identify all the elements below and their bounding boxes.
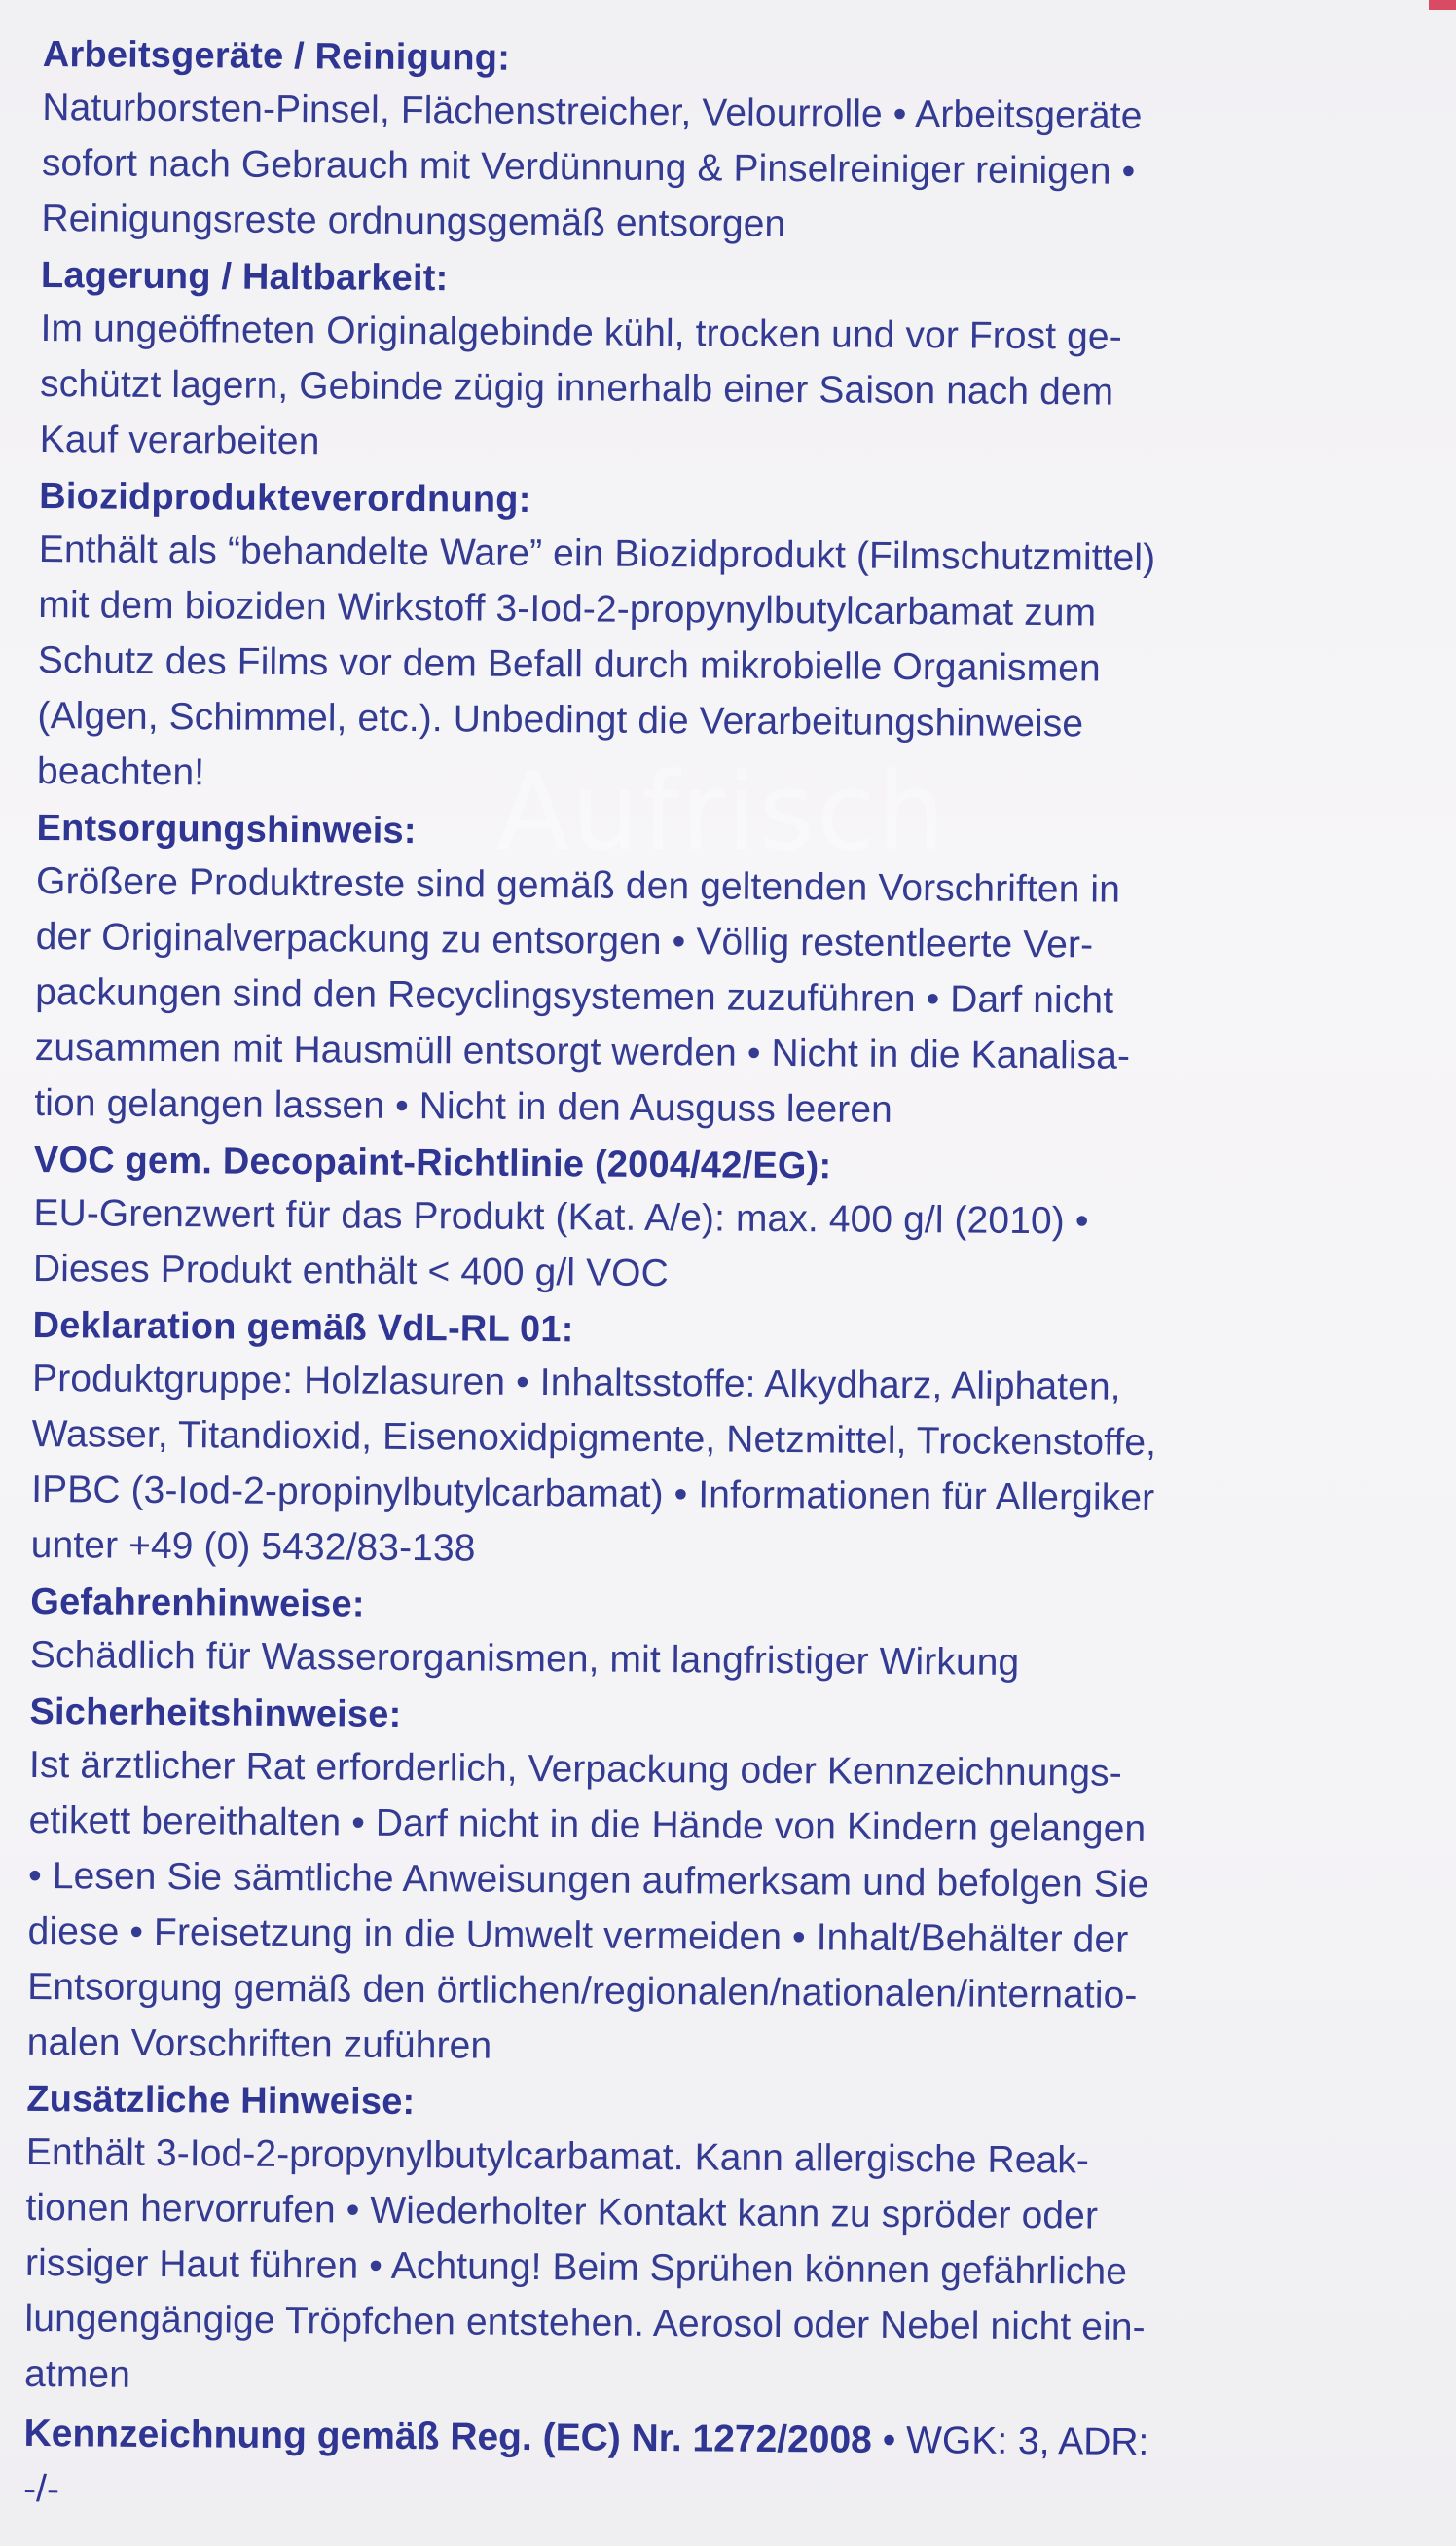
footer-rest-text: • WGK: 3, ADR: — [871, 2419, 1149, 2464]
footer-second-line: -/- — [22, 2467, 60, 2511]
body-line: sofort nach Gebrauch mit Verdünnung & Pinselreiniger reinigen • — [41, 141, 1136, 193]
body-line: diese • Freisetzung in die Umwelt vermeiden • Inhalt/Behälter der — [27, 1910, 1129, 1961]
section-heading: Biozidprodukteverordnung: — [39, 475, 531, 521]
faint-watermark: Aufrisch — [496, 749, 947, 874]
section-deklaration — [31, 1300, 1396, 1583]
body-line: packungen sind den Recyclingsystemen zuzuführen • Darf nicht — [35, 970, 1114, 1022]
body-line: Produktgruppe: Holzlasuren • Inhaltsstoffe: Alkydharz, Aliphaten, — [31, 1357, 1121, 1408]
body-line: IPBC (3-Iod-2-propinylbutylcarbamat) • Informationen für Allergiker — [31, 1468, 1155, 1520]
body-line: atmen — [23, 2352, 131, 2396]
section-lagerung — [39, 250, 1403, 478]
body-line: Ist ärztlicher Rat erforderlich, Verpackung oder Kennzeichnungs- — [28, 1743, 1122, 1795]
label-text-block — [23, 29, 1405, 2531]
section-heading: Deklaration gemäß VdL-RL 01: — [32, 1304, 574, 1351]
body-line: Enthält als “behandelte Ware” ein Biozidprodukt (Filmschutzmittel) — [38, 527, 1156, 579]
body-line: • Lesen Sie sämtliche Anweisungen aufmerksam und befolgen Sie — [27, 1854, 1149, 1906]
body-line: Entsorgung gemäß den örtlichen/regionalen/nationalen/internatio- — [27, 1965, 1138, 2017]
body-line: nalen Vorschriften zuführen — [26, 2020, 492, 2067]
body-line: Naturborsten-Pinsel, Flächenstreicher, Velourrolle • Arbeitsgeräte — [42, 86, 1143, 137]
section-biozid — [37, 471, 1402, 810]
body-line: Wasser, Titandioxid, Eisenoxidpigmente, Netzmittel, Trockenstoffe, — [31, 1412, 1157, 1465]
body-line: tion gelangen lassen • Nicht in den Ausguss leeren — [34, 1081, 893, 1131]
section-kennzeichnung — [23, 2406, 1387, 2528]
body-line: schützt lagern, Gebinde zügig innerhalb einer Saison nach dem — [39, 362, 1114, 414]
footer-bold-text: Kennzeichnung gemäß Reg. (EC) Nr. 1272/2008 — [23, 2412, 873, 2461]
section-heading: Sicherheitshinweise: — [29, 1691, 402, 1735]
body-line: tionen hervorrufen • Wiederholter Kontakt kann zu spröder oder — [25, 2186, 1099, 2237]
section-heading: Zusätzliche Hinweise: — [26, 2078, 416, 2124]
section-zusaetzliche-hinweise — [24, 2074, 1390, 2413]
body-line: unter +49 (0) 5432/83-138 — [30, 1523, 476, 1570]
body-line: Schutz des Films vor dem Befall durch mikrobielle Organismen — [37, 638, 1101, 690]
section-entsorgung — [34, 803, 1400, 1142]
body-line: mit dem bioziden Wirkstoff 3-Iod-2-propynylbutylcarbamat zum — [38, 583, 1097, 635]
section-voc — [33, 1135, 1397, 1307]
red-corner-mark — [1429, 0, 1456, 10]
section-heading: VOC gem. Decopaint-Richtlinie (2004/42/EG): — [33, 1139, 832, 1187]
body-line: Enthält 3-Iod-2-propynylbutylcarbamat. Kann allergische Reak- — [25, 2130, 1090, 2182]
body-line: rissiger Haut führen • Achtung! Beim Sprühen können gefährliche — [24, 2241, 1128, 2293]
body-line: Größere Produktreste sind gemäß den geltenden Vorschriften in — [35, 859, 1121, 911]
footer-line — [23, 2406, 1386, 2472]
body-line: lungengängige Tröpfchen entstehen. Aerosol oder Nebel nicht ein- — [24, 2297, 1146, 2348]
section-arbeitsgeraete — [41, 29, 1405, 257]
section-sicherheitshinweise — [27, 1687, 1393, 2081]
body-line: Dieses Produkt enthält < 400 g/l VOC — [32, 1247, 670, 1295]
body-line: Reinigungsreste ordnungsgemäß entsorgen — [41, 197, 786, 246]
body-line: (Algen, Schimmel, etc.). Unbedingt die Verarbeitungshinweise — [37, 694, 1084, 746]
body-line: der Originalverpackung zu entsorgen • Völlig restentleerte Ver- — [35, 915, 1094, 966]
body-line: EU-Grenzwert für das Produkt (Kat. A/e): max. 400 g/l (2010) • — [33, 1191, 1089, 1243]
section-heading: Gefahrenhinweise: — [30, 1581, 365, 1625]
body-line: Schädlich für Wasserorganismen, mit langfristiger Wirkung — [29, 1633, 1020, 1684]
section-heading: Entsorgungshinweis: — [36, 807, 417, 853]
section-gefahrenhinweise — [30, 1577, 1394, 1693]
body-line: zusammen mit Hausmüll entsorgt werden • Nicht in die Kanalisa- — [34, 1026, 1131, 1077]
body-line: beachten! — [36, 749, 205, 794]
body-line: etikett bereithalten • Darf nicht in die Hände von Kindern gelangen — [28, 1799, 1147, 1850]
body-line: Kauf verarbeiten — [39, 418, 320, 463]
body-line: Im ungeöffneten Originalgebinde kühl, trocken und vor Frost ge- — [40, 307, 1122, 358]
section-heading: Arbeitsgeräte / Reinigung: — [42, 33, 511, 79]
section-heading: Lagerung / Haltbarkeit: — [40, 254, 449, 300]
